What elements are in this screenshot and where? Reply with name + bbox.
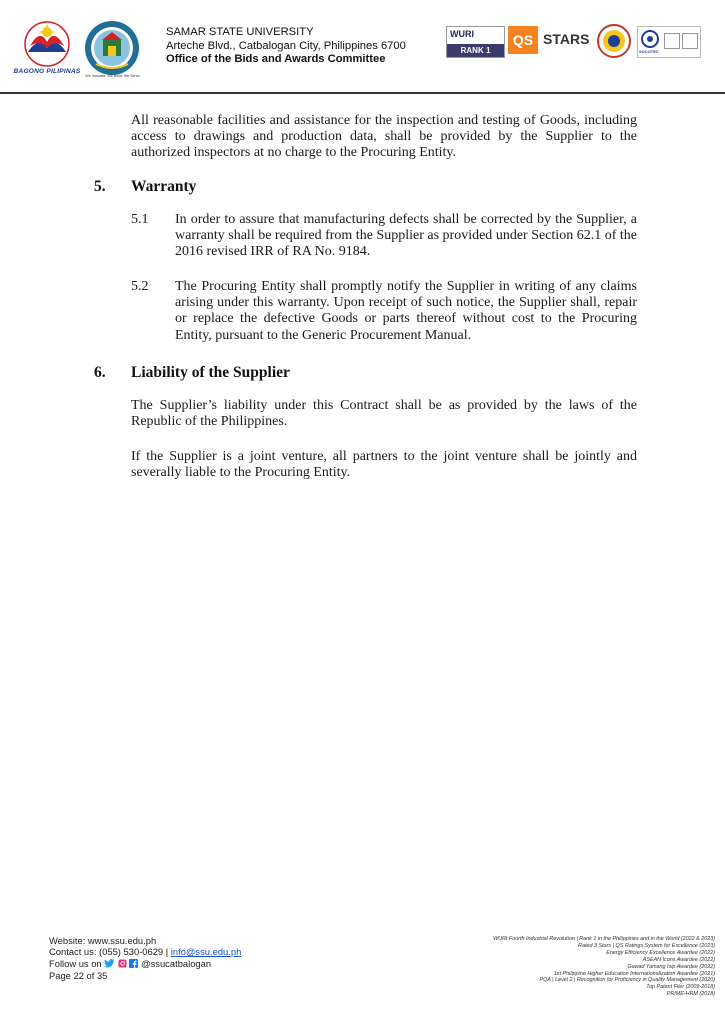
footer-email-link[interactable]: info@ssu.edu.ph bbox=[170, 946, 242, 958]
section-5-title: Warranty bbox=[131, 178, 197, 195]
header-rule bbox=[0, 92, 725, 94]
stars-label: STARS bbox=[543, 31, 590, 47]
liability-paragraph-2: If the Supplier is a joint venture, all partners to the joint venture shall be jointly and severally liable to the Procuring Entity. bbox=[131, 449, 637, 481]
twitter-icon[interactable] bbox=[104, 959, 115, 970]
qs-label: QS bbox=[508, 26, 538, 54]
letterhead-text bbox=[166, 26, 406, 67]
facebook-icon[interactable] bbox=[129, 959, 138, 970]
award-line: PQA | Level 2 | Recognition for Proficiency in Quality Management (2020) bbox=[539, 977, 715, 984]
award-line: Rated 3 Stars | QS Ratings System for Excellence (2023) bbox=[578, 942, 715, 949]
iso-certification-logo bbox=[637, 26, 701, 58]
award-line: Gawad Yamang Isip Awardee (2022) bbox=[627, 963, 715, 970]
award-line: PRIME-HRM (2018) bbox=[666, 991, 715, 998]
item-5-1-number: 5.1 bbox=[131, 212, 149, 227]
cert-badge-3 bbox=[682, 33, 698, 49]
ssu-seal-logo bbox=[84, 20, 140, 76]
bagong-pilipinas-logo bbox=[14, 18, 80, 80]
item-5-1-text: In order to assure that manufacturing defects shall be corrected by the Supplier, a warranty shall be required from the Supplier as provided under Section 62.1 of the 2016 revised IRR of RA No. 9184. bbox=[175, 212, 637, 260]
item-5-2-number: 5.2 bbox=[131, 279, 149, 294]
intro-paragraph: All reasonable facilities and assistance for the inspection and testing of Goods, including access to drawings and production data, shall be provided by the Supplier to the authorized inspectors at no charge to the Procuring Entity. bbox=[131, 113, 637, 161]
section-6-title: Liability of the Supplier bbox=[131, 364, 290, 381]
award-line: WURI Fourth Industrial Revolution | Rank 1 in the Philippines and in the World (2022 & 2023) bbox=[493, 936, 715, 942]
footer-page-number: Page 22 of 35 bbox=[49, 970, 108, 982]
item-5-2-text: The Procuring Entity shall promptly notify the Supplier in writing of any claims arising under this warranty. Upon receipt of such notice, the Supplier shall, repair or replace the defective Goods or parts thereof without cost to the Procuring Entity, pursuant to the Generic Procurement Manual. bbox=[175, 279, 637, 343]
wuri-rank-bar bbox=[447, 44, 504, 57]
footer-contact bbox=[49, 946, 241, 957]
footer-follow bbox=[49, 958, 241, 970]
award-line: 1st Philippine Higher Education Internationalization Awardee (2021) bbox=[553, 970, 715, 977]
cert-label: SOCOTEC bbox=[639, 49, 659, 54]
section-6-number: 6. bbox=[94, 364, 106, 381]
footer-contact-phone: Contact us: (055) 530-0629 | bbox=[49, 946, 171, 958]
footer-website: Website: www.ssu.edu.ph bbox=[49, 935, 157, 946]
university-name: SAMAR STATE UNIVERSITY bbox=[166, 26, 314, 38]
instagram-icon[interactable] bbox=[118, 959, 127, 970]
award-line: Top Patent Filer (2009-2018) bbox=[646, 984, 715, 991]
footer-awards-list bbox=[385, 936, 715, 998]
liability-paragraph-1: The Supplier’s liability under this Contract shall be as provided by the laws of the Republic of the Philippines. bbox=[131, 398, 637, 430]
university-address: Arteche Blvd., Catbalogan City, Philippines 6700 bbox=[166, 39, 406, 52]
footer-follow-label: Follow us on bbox=[49, 957, 102, 969]
ssu-tagline: We Innovate. We Build. We Serve. bbox=[85, 74, 141, 78]
social-handle: @ssucatbalogan bbox=[141, 957, 212, 969]
award-seal-icon bbox=[597, 24, 631, 58]
section-5-number: 5. bbox=[94, 178, 106, 195]
cert-badge-2 bbox=[664, 33, 680, 49]
qs-stars-logo bbox=[508, 26, 592, 54]
wuri-badge bbox=[446, 26, 505, 58]
footer-contact-block bbox=[49, 935, 241, 981]
office-name: Office of the Bids and Awards Committee bbox=[166, 53, 386, 66]
bagong-pilipinas-wordmark: BAGONG PILIPINAS bbox=[13, 68, 81, 75]
award-line: Energy Efficiency Excellence Awardee (2022) bbox=[606, 949, 715, 956]
wuri-rank: RANK 1 bbox=[460, 46, 491, 55]
wuri-label: WURI bbox=[450, 29, 474, 39]
award-line: ASEAN Icons Awardee (2022) bbox=[642, 956, 715, 963]
